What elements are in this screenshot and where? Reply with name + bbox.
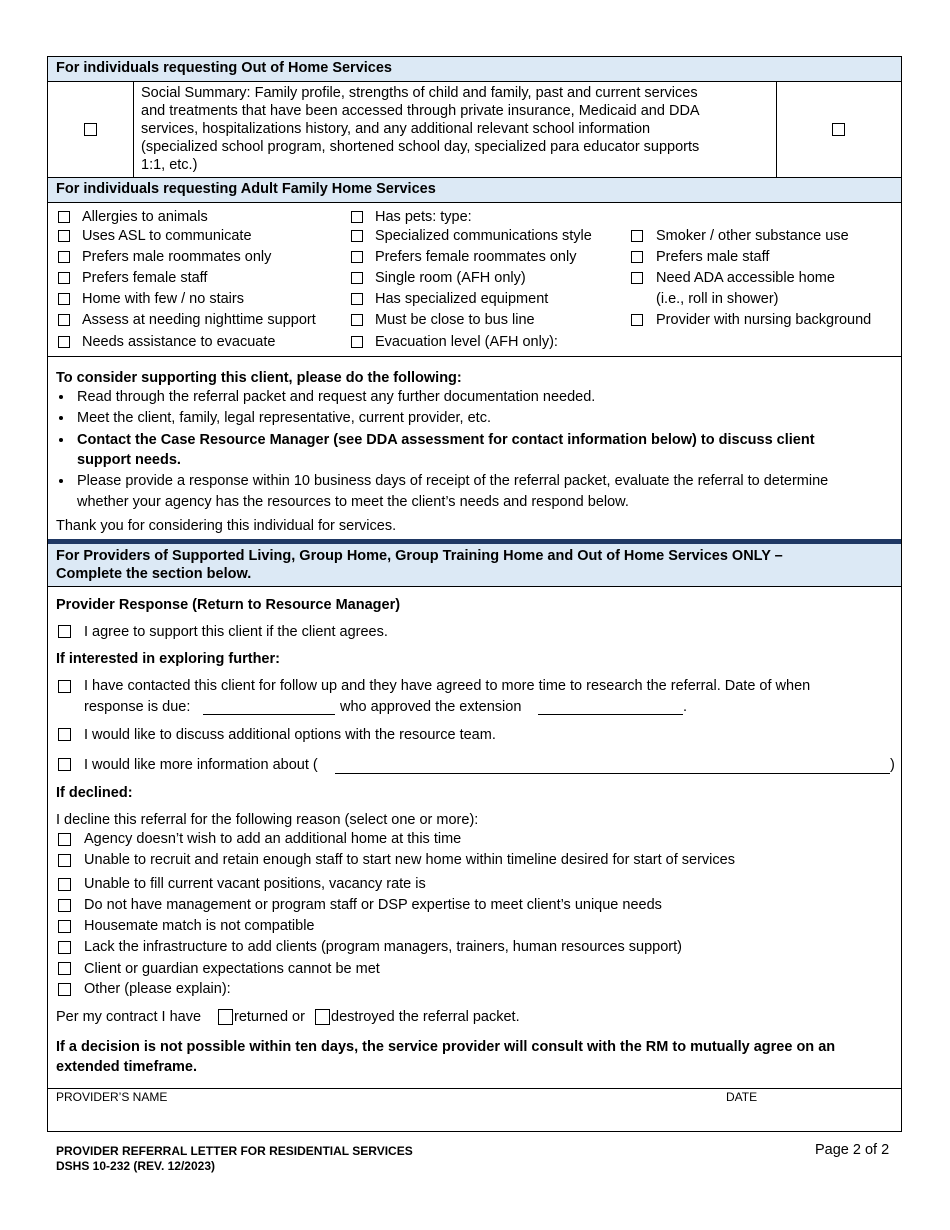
afh-option: Allergies to animals [82,209,208,225]
afh-checkbox[interactable] [351,293,363,305]
contract-label: Per my contract I have [56,1009,202,1025]
declined-heading: If declined: [56,785,133,801]
afh-checkbox[interactable] [58,230,70,242]
afh-option: Has pets: type: [375,209,472,225]
interested-heading: If interested in exploring further: [56,651,280,667]
afh-checkbox[interactable] [631,272,643,284]
afh-option: Prefers female roommates only [375,249,577,265]
approved-by-label: who approved the extension [340,699,522,715]
returned-checkbox[interactable] [218,1009,233,1025]
afh-option: Smoker / other substance use [656,228,849,244]
bullet [59,479,63,483]
afh-checkbox[interactable] [351,251,363,263]
discuss-label: I would like to discuss additional options with the resource team. [84,727,496,743]
consider-heading: To consider supporting this client, please do the following: [56,370,462,386]
decline-reason-checkbox[interactable] [58,983,71,996]
afh-option: Need ADA accessible home [656,270,835,286]
decline-reason-checkbox[interactable] [58,899,71,912]
decline-reason: Unable to fill current vacant positions, vacancy rate is [84,876,426,892]
divider [133,81,134,177]
agree-checkbox[interactable] [58,625,71,638]
provider-name-field[interactable] [48,1104,718,1130]
consider-item: Please provide a response within 10 business days of receipt of the referral packet, evaluate the referral to determine [77,473,829,489]
decline-reason: Agency doesn’t wish to add an additional home at this time [84,831,462,847]
decline-reason: Do not have management or program staff or DSP expertise to meet client’s unique needs [84,897,662,913]
afh-option: Prefers female staff [82,270,208,286]
afh-checkbox[interactable] [351,336,363,348]
decline-reason-checkbox[interactable] [58,854,71,867]
afh-checkbox[interactable] [58,336,70,348]
response-title: Provider Response (Return to Resource Manager) [56,597,401,613]
decline-reason-checkbox[interactable] [58,878,71,891]
social-summary-line: services, hospitalizations history, and any additional relevant school information [141,121,651,137]
afh-option: Uses ASL to communicate [82,228,252,244]
form-frame [47,56,902,1132]
decline-reason: Other (please explain): [84,981,231,997]
decline-reason: Client or guardian expectations cannot be met [84,961,380,977]
divider [48,586,901,587]
ooh-left-checkbox[interactable] [84,123,97,136]
afh-checkbox[interactable] [351,272,363,284]
afh-checkbox[interactable] [351,314,363,326]
decline-reason: Unable to recruit and retain enough staff to start new home within timeline desired for start of services [84,852,735,868]
ooh-header [48,57,901,81]
afh-checkbox[interactable] [351,211,363,223]
bullet [59,395,63,399]
afh-option-note: (i.e., roll in shower) [656,291,779,307]
afh-checkbox[interactable] [631,230,643,242]
afh-checkbox[interactable] [58,314,70,326]
decline-reason-checkbox[interactable] [58,941,71,954]
period: . [683,699,688,715]
date-field[interactable] [726,1104,896,1130]
providers-header-line: For Providers of Supported Living, Group Home, Group Training Home and Out of Home Services ONLY – [56,548,783,564]
consider-item: Meet the client, family, legal representative, current provider, etc. [77,410,491,426]
providers-header-line: Complete the section below. [56,566,252,582]
afh-checkbox[interactable] [631,314,643,326]
afh-checkbox[interactable] [631,251,643,263]
form-title: PROVIDER REFERRAL LETTER FOR RESIDENTIAL SERVICES [56,1144,413,1158]
ooh-header-text: For individuals requesting Out of Home Services [56,60,392,76]
afh-option: Evacuation level (AFH only): [375,334,558,350]
agree-label: I agree to support this client if the client agrees. [84,624,388,640]
close-paren: ) [890,757,895,773]
bullet [59,416,63,420]
approved-by-field[interactable] [538,714,683,715]
thanks-text: Thank you for considering this individual for services. [56,518,397,534]
afh-option: Home with few / no stairs [82,291,244,307]
response-due-label: response is due: [84,699,191,715]
consider-item: Read through the referral packet and request any further documentation needed. [77,389,596,405]
decline-reason-checkbox[interactable] [58,920,71,933]
decline-reason: Lack the infrastructure to add clients (program managers, trainers, human resources support) [84,939,682,955]
date-label: DATE [726,1090,758,1104]
discuss-checkbox[interactable] [58,728,71,741]
afh-header-text: For individuals requesting Adult Family Home Services [56,181,436,197]
decline-intro: I decline this referral for the following reason (select one or more): [56,812,479,828]
page-number: Page 2 of 2 [815,1142,890,1158]
afh-option: Prefers male roommates only [82,249,272,265]
more-info-checkbox[interactable] [58,758,71,771]
consider-item: Contact the Case Resource Manager (see DDA assessment for contact information below) to discuss client [77,432,815,448]
consider-item: support needs. [77,452,181,468]
contacted-checkbox[interactable] [58,680,71,693]
decision-note: If a decision is not possible within ten days, the service provider will consult with the RM to mutually agree on an [56,1039,836,1055]
afh-checkbox[interactable] [58,293,70,305]
divider [48,81,901,82]
providers-header [48,544,901,586]
afh-option: Single room (AFH only) [375,270,526,286]
divider [48,202,901,203]
afh-option: Assess at needing nighttime support [82,312,316,328]
returned-label: returned or [234,1009,305,1025]
afh-checkbox[interactable] [58,211,70,223]
form-id: DSHS 10-232 (REV. 12/2023) [56,1159,215,1173]
destroyed-checkbox[interactable] [315,1009,330,1025]
afh-option: Has specialized equipment [375,291,549,307]
consider-item: whether your agency has the resources to meet the client’s needs and respond below. [77,494,629,510]
provider-name-label: PROVIDER’S NAME [56,1090,168,1104]
afh-option: Specialized communications style [375,228,592,244]
decision-note: extended timeframe. [56,1059,198,1075]
social-summary-line: Social Summary: Family profile, strengths of child and family, past and current services [141,85,698,101]
afh-checkbox[interactable] [58,251,70,263]
more-info-label: I would like more information about ( [84,757,318,773]
divider [48,356,901,357]
decline-reason: Housemate match is not compatible [84,918,315,934]
ooh-right-checkbox[interactable] [832,123,845,136]
afh-checkbox[interactable] [351,230,363,242]
destroyed-label: destroyed the referral packet. [331,1009,520,1025]
social-summary-line: and treatments that have been accessed through private insurance, Medicaid and DDA [141,103,700,119]
divider [776,81,777,177]
more-info-field[interactable] [335,773,890,774]
afh-option: Needs assistance to evacuate [82,334,276,350]
afh-option: Prefers male staff [656,249,770,265]
afh-checkbox[interactable] [58,272,70,284]
afh-option: Provider with nursing background [656,312,872,328]
response-due-field[interactable] [203,714,335,715]
contacted-label: I have contacted this client for follow up and they have agreed to more time to research the referral. Date of when [84,678,811,694]
social-summary-line: 1:1, etc.) [141,157,198,173]
decline-reason-checkbox[interactable] [58,962,71,975]
social-summary-line: (specialized school program, shortened school day, specialized para educator supports [141,139,700,155]
divider [48,1088,901,1089]
decline-reason-checkbox[interactable] [58,833,71,846]
afh-header [48,178,901,202]
bullet [59,438,63,442]
afh-option: Must be close to bus line [375,312,535,328]
